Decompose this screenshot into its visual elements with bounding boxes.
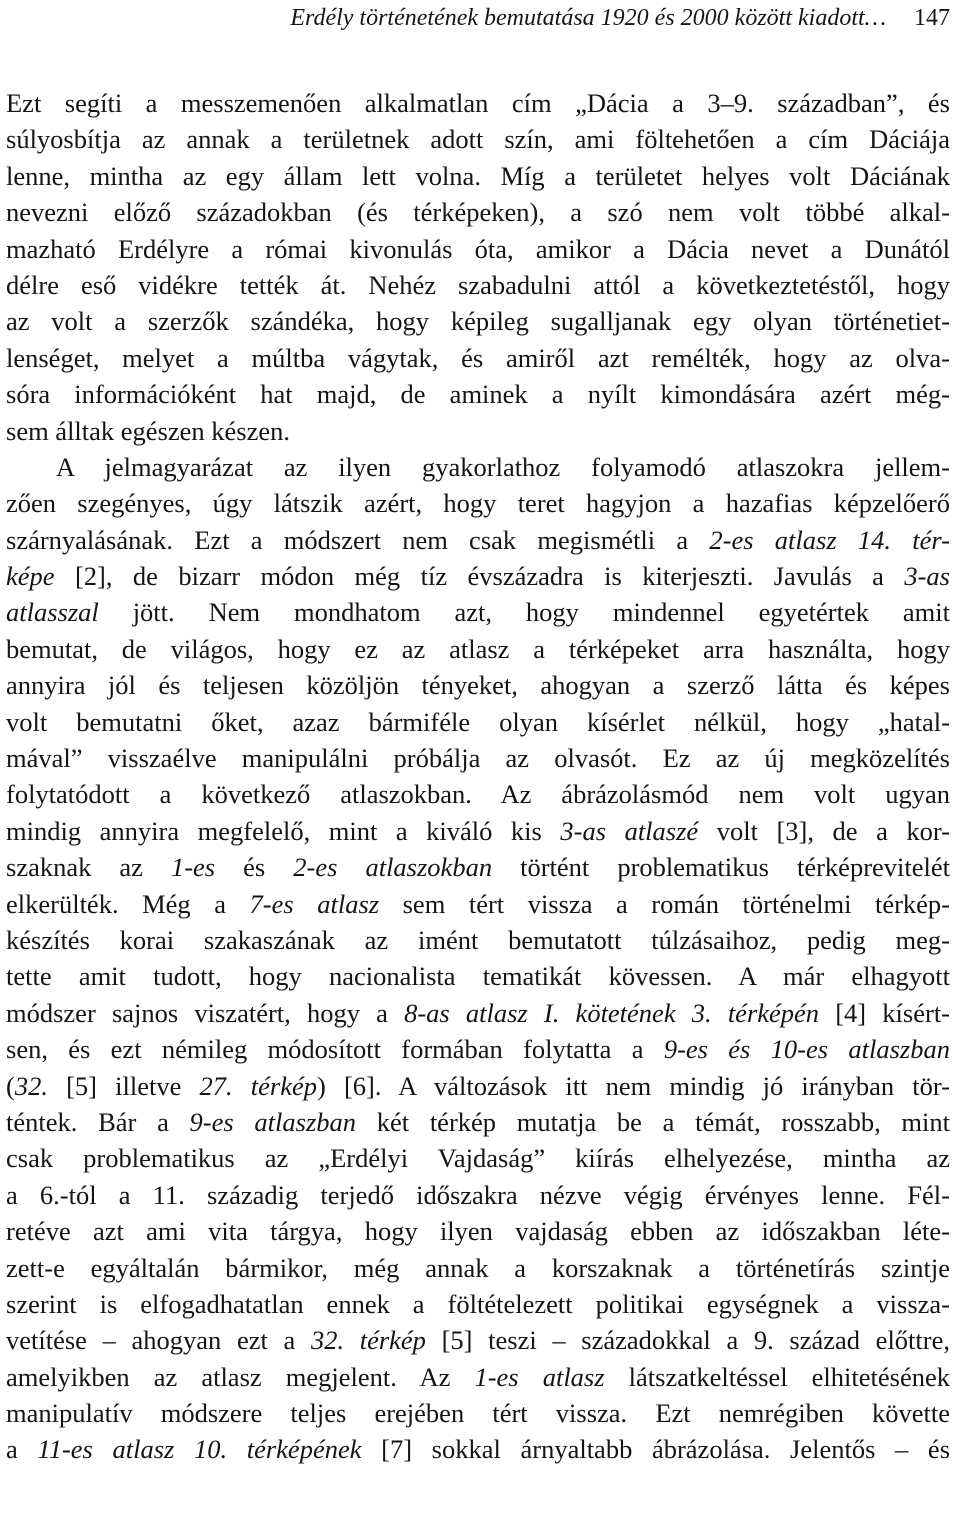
text-segment: manipulatív módszere teljes erejében tért vissza. Ezt nemrégiben követte [6, 1398, 950, 1429]
italic-text: 3-as atlaszé [560, 815, 699, 846]
text-segment: retéve azt ami vita tárgya, hogy ilyen vajdaság ebben az időszakban léte- [6, 1216, 950, 1247]
text-line [6, 995, 950, 1031]
text-line [6, 667, 950, 703]
text-line [6, 886, 950, 922]
text-line [6, 1395, 950, 1431]
text-line [6, 376, 950, 412]
text-line [6, 1250, 950, 1286]
text-segment: volt [3], de a kor- [698, 815, 951, 846]
text-segment: a 6.-tól a 11. századig terjedő időszakra nézve végig érvényes lenne. Fél- [6, 1179, 950, 1210]
text-segment: sóra információként hat majd, de aminek a nyílt kimondására azért még- [6, 379, 950, 410]
italic-text: 32. [14, 1070, 48, 1101]
italic-text: 3-as [904, 561, 950, 592]
text-segment: elkerülték. Még a [6, 888, 250, 919]
italic-text: 8-as atlasz I. kötetének 3. térképén [404, 997, 820, 1028]
text-line [6, 1177, 950, 1213]
text-segment: zett-e egyáltalán bármikor, még annak a korszaknak a történetírás szintje [6, 1252, 950, 1283]
text-segment: annyira jól és teljesen közöljön tényeket, ahogyan a szerző látta és képes [6, 670, 950, 701]
text-line [6, 558, 950, 594]
text-segment: sem álltak egészen készen. [6, 415, 291, 446]
text-line [6, 340, 950, 376]
italic-text: 1-es atlasz [474, 1361, 605, 1392]
italic-text: atlasszal [6, 597, 99, 628]
text-segment: lenséget, melyet a múltba vágytak, és amiről azt remélték, hogy az olva- [6, 342, 950, 373]
text-segment: volt bemutatni őket, azaz bármiféle olyan kísérlet nélkül, hogy „hatal- [6, 706, 950, 737]
text-segment: Ezt segíti a messzemenően alkalmatlan cím „Dácia a 3–9. században”, és [6, 88, 950, 118]
text-line [6, 1031, 950, 1067]
text-line [6, 1359, 950, 1395]
italic-text: 27. térkép [199, 1070, 317, 1101]
text-line [6, 1322, 950, 1358]
running-title: Erdély történetének bemutatása 1920 és 2000 között kiadott… [290, 4, 886, 31]
text-line [6, 85, 950, 121]
text-segment: vetítése – ahogyan ezt a [6, 1325, 311, 1356]
italic-text: 1-es [170, 852, 216, 883]
text-segment: jött. Nem mondhatom azt, hogy mindennel egyetértek amit [98, 597, 950, 628]
text-line [6, 1431, 950, 1467]
text-segment: készítés korai szakaszának az imént bemutatott túlzásaihoz, pedig meg- [6, 924, 950, 955]
text-line [6, 958, 950, 994]
text-line [6, 849, 950, 885]
text-segment: mindig annyira megfelelő, mint a kiváló kis [6, 815, 561, 846]
text-segment: zően szegényes, úgy látszik azért, hogy teret hagyjon a hazafias képzelőerő [6, 488, 950, 519]
text-segment: téntek. Bár a [6, 1106, 190, 1137]
text-line [6, 1104, 950, 1140]
text-line [6, 522, 950, 558]
text-line [6, 231, 950, 267]
italic-text: 32. térkép [310, 1325, 426, 1356]
text-line [6, 1286, 950, 1322]
italic-text: 7-es atlasz [249, 888, 380, 919]
text-segment: [2], de bizarr módon még tíz évszázadra is kiterjeszti. Javulás a [54, 561, 905, 592]
italic-text: 9-es és 10-es atlaszban [663, 1034, 950, 1065]
text-line [6, 922, 950, 958]
text-segment: [5] teszi – századokkal a 9. század előttre, [425, 1325, 950, 1356]
text-line [6, 303, 950, 339]
text-line [6, 121, 950, 157]
text-line [6, 267, 950, 303]
text-segment: [7] sokkal árnyaltabb ábrázolása. Jelentős – és [361, 1434, 951, 1465]
text-line [6, 594, 950, 630]
text-segment: bemutat, de világos, hogy ez az atlasz a térképeket arra használta, hogy [6, 633, 950, 664]
text-line [6, 449, 950, 485]
text-segment: látszatkeltéssel elhitetésének [604, 1361, 950, 1392]
text-segment: szaknak az [6, 852, 171, 883]
text-segment: délre eső vidékre tették át. Nehéz szabadulni attól a következtetéstől, hogy [6, 269, 950, 300]
text-segment: ) [6]. A változások itt nem mindig jó irányban tör- [316, 1070, 950, 1101]
text-segment: szerint is elfogadhatatlan ennek a föltételezett politikai egységnek a vissza- [6, 1288, 950, 1319]
text-line [6, 631, 950, 667]
text-line [6, 1140, 950, 1176]
italic-text: 9-es atlaszban [189, 1106, 357, 1137]
text-line [6, 413, 950, 449]
text-line [6, 1068, 950, 1104]
text-segment: csak problematikus az „Erdélyi Vajdaság” kiírás elhelyezése, mintha az [6, 1143, 950, 1174]
italic-text: 11-es atlasz 10. térképének [37, 1434, 362, 1465]
text-segment: szárnyalásának. Ezt a módszert nem csak megismétli a [6, 524, 710, 555]
text-line [6, 776, 950, 812]
text-line [6, 1213, 950, 1249]
text-segment: az volt a szerzők szándéka, hogy képileg sugalljanak egy olyan történetiet- [6, 306, 950, 337]
page-number: 147 [914, 4, 950, 31]
text-line [6, 813, 950, 849]
text-segment: [4] kísért- [819, 997, 951, 1028]
text-segment: A jelmagyarázat az ilyen gyakorlathoz folyamodó atlaszokra jellem- [56, 451, 950, 482]
text-segment: a [6, 1434, 38, 1465]
text-line [6, 740, 950, 776]
text-segment: tette amit tudott, hogy nacionalista tematikát kövessen. A már elhagyott [6, 961, 950, 992]
italic-text: képe [6, 561, 55, 592]
italic-text: 2-es atlasz 14. tér- [709, 524, 950, 555]
text-segment: mával” visszaélve manipulálni próbálja az olvasót. Ez az új megközelítés [6, 743, 950, 774]
text-segment: történt problematikus térképrevitelét [492, 852, 951, 883]
text-segment: súlyosbítja az annak a területnek adott szín, ami föltehetően a cím Dáciája [6, 124, 950, 155]
text-segment: nevezni előző századokban (és térképeken), a szó nem volt többé alkal- [6, 197, 950, 228]
text-line [6, 704, 950, 740]
body-text [6, 85, 950, 1468]
text-segment: két térkép mutatja be a témát, rosszabb, mint [356, 1106, 950, 1137]
text-segment: amelyikben az atlasz megjelent. Az [6, 1361, 475, 1392]
text-segment: mazható Erdélyre a római kivonulás óta, amikor a Dácia nevet a Dunától [6, 233, 950, 264]
running-head [6, 0, 950, 36]
text-segment: sem tért vissza a román történelmi térkép- [379, 888, 951, 919]
text-segment: ( [6, 1070, 15, 1101]
text-segment: lenne, mintha az egy állam lett volna. Míg a területet helyes volt Dáciának [6, 160, 950, 191]
text-line [6, 485, 950, 521]
text-line [6, 194, 950, 230]
text-segment: folytatódott a következő atlaszokban. Az ábrázolásmód nem volt ugyan [6, 779, 950, 810]
text-segment: és [215, 852, 294, 883]
text-segment: sen, és ezt némileg módosított formában folytatta a [6, 1034, 664, 1065]
text-line [6, 158, 950, 194]
text-segment: [5] illetve [47, 1070, 200, 1101]
text-segment: módszer sajnos viszatért, hogy a [6, 997, 405, 1028]
italic-text: 2-es atlaszokban [293, 852, 493, 883]
